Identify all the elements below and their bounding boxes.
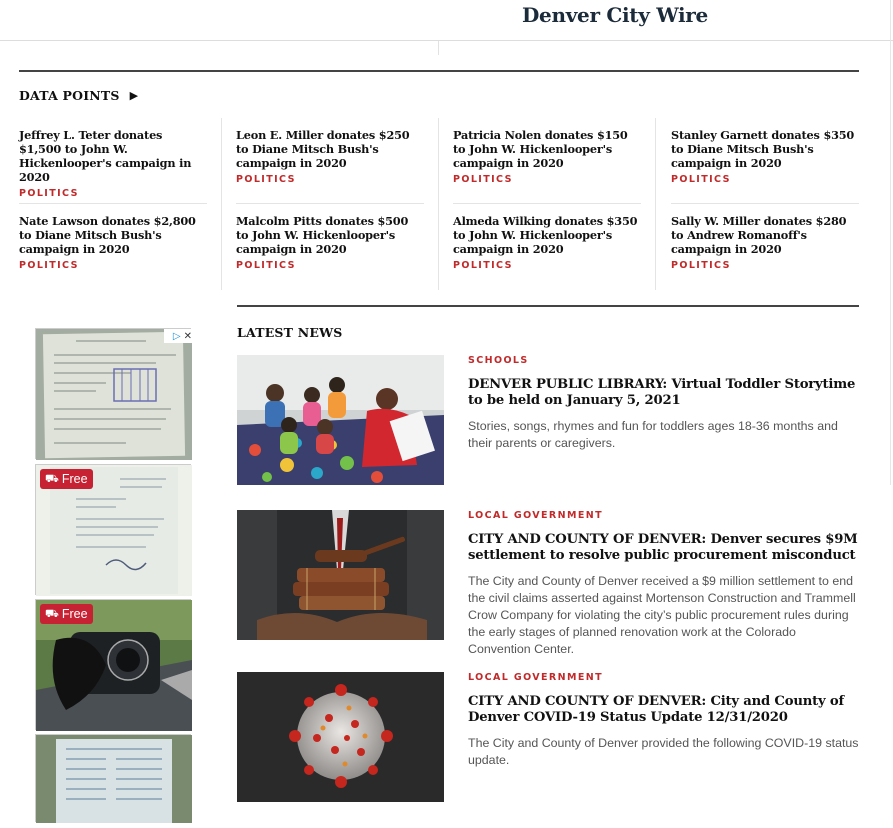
data-point-headline[interactable]: Patricia Nolen donates $150 to John W. Hickenlooper's campaign in 2020 bbox=[453, 128, 628, 170]
data-point-item[interactable] bbox=[453, 214, 641, 271]
category-label[interactable]: POLITICS bbox=[19, 188, 79, 199]
ad-unit[interactable] bbox=[35, 328, 191, 822]
ad-product-image[interactable] bbox=[35, 599, 191, 730]
loan-document-image bbox=[36, 329, 192, 460]
data-point-headline[interactable]: Nate Lawson donates $2,800 to Diane Mitsch Bush's campaign in 2020 bbox=[19, 214, 196, 256]
adchoices-button[interactable] bbox=[164, 329, 192, 343]
ad-product-image[interactable] bbox=[35, 464, 191, 595]
storytime-photo bbox=[237, 355, 444, 485]
masthead-divider bbox=[438, 41, 439, 55]
column-divider bbox=[221, 118, 222, 290]
story-summary: Stories, songs, rhymes and fun for toddlers ages 18-36 months and their parents or caregivers. bbox=[468, 419, 838, 450]
data-points-rule bbox=[19, 70, 859, 72]
latest-news-heading[interactable]: LATEST NEWS bbox=[237, 325, 343, 340]
free-shipping-badge bbox=[40, 469, 93, 489]
category-label[interactable]: POLITICS bbox=[19, 260, 79, 271]
badge-label: Free bbox=[61, 472, 88, 486]
data-points-grid bbox=[19, 118, 859, 290]
news-story bbox=[237, 510, 859, 660]
adchoices-icon: ▷ bbox=[172, 330, 181, 342]
masthead bbox=[0, 0, 893, 41]
data-point-item[interactable] bbox=[236, 128, 424, 185]
data-point-headline[interactable]: Almeda Wilking donates $350 to John W. Hickenlooper's campaign in 2020 bbox=[453, 214, 638, 256]
category-label[interactable]: POLITICS bbox=[453, 260, 513, 271]
story-category[interactable]: LOCAL GOVERNMENT bbox=[468, 672, 603, 683]
row-divider bbox=[453, 203, 641, 204]
data-points-column bbox=[19, 118, 209, 290]
column-divider bbox=[655, 118, 656, 290]
gavel-books-photo bbox=[237, 510, 444, 640]
coronavirus-illustration bbox=[237, 672, 444, 802]
data-point-headline[interactable]: Stanley Garnett donates $350 to Diane Mitsch Bush's campaign in 2020 bbox=[671, 128, 855, 170]
license-card-image bbox=[36, 735, 192, 823]
category-label[interactable]: POLITICS bbox=[671, 260, 731, 271]
story-title[interactable]: CITY AND COUNTY OF DENVER: Denver secures $9M settlement to resolve public procurement misconduct bbox=[468, 532, 858, 563]
story-thumbnail[interactable] bbox=[237, 672, 444, 802]
free-shipping-badge bbox=[40, 604, 93, 624]
site-title[interactable]: Denver City Wire bbox=[522, 3, 708, 27]
data-points-heading[interactable] bbox=[19, 88, 138, 103]
play-arrow-icon: ▶ bbox=[129, 89, 139, 102]
story-category[interactable]: SCHOOLS bbox=[468, 355, 529, 366]
data-point-headline[interactable]: Sally W. Miller donates $280 to Andrew Romanoff's campaign in 2020 bbox=[671, 214, 847, 256]
news-story bbox=[237, 672, 859, 802]
column-divider bbox=[438, 118, 439, 290]
story-category[interactable]: LOCAL GOVERNMENT bbox=[468, 510, 603, 521]
data-points-title: DATA POINTS bbox=[19, 88, 120, 103]
data-points-column bbox=[236, 118, 426, 290]
story-body bbox=[468, 355, 859, 452]
data-point-item[interactable] bbox=[671, 128, 859, 185]
badge-label: Free bbox=[61, 607, 88, 621]
data-point-item[interactable] bbox=[671, 214, 859, 271]
row-divider bbox=[19, 203, 207, 204]
story-summary: The City and County of Denver received a $9 million settlement to end the civil claims asserted against Mortenson Construction and Trammell Crow Company for violating the city’s public procurement rules during the early stages of planned renovation work at the Colorado Convention Center. bbox=[468, 574, 856, 656]
data-point-item[interactable] bbox=[19, 214, 207, 271]
category-label[interactable]: POLITICS bbox=[236, 174, 296, 185]
story-body bbox=[468, 672, 859, 769]
latest-news-rule bbox=[237, 305, 859, 307]
ad-product-image[interactable] bbox=[35, 734, 191, 822]
close-icon[interactable]: ✕ bbox=[183, 330, 192, 342]
story-title[interactable]: DENVER PUBLIC LIBRARY: Virtual Toddler Storytime to be held on January 5, 2021 bbox=[468, 377, 856, 408]
data-points-column bbox=[453, 118, 643, 290]
row-divider bbox=[671, 203, 859, 204]
data-point-item[interactable] bbox=[236, 214, 424, 271]
data-point-headline[interactable]: Leon E. Miller donates $250 to Diane Mitsch Bush's campaign in 2020 bbox=[236, 128, 410, 170]
news-story bbox=[237, 355, 859, 485]
story-thumbnail[interactable] bbox=[237, 510, 444, 640]
data-point-headline[interactable]: Malcolm Pitts donates $500 to John W. Hickenlooper's campaign in 2020 bbox=[236, 214, 409, 256]
truck-icon: ⛟ bbox=[45, 606, 59, 620]
ad-product-image[interactable] bbox=[35, 328, 191, 459]
category-label[interactable]: POLITICS bbox=[236, 260, 296, 271]
story-body bbox=[468, 510, 859, 658]
story-title[interactable]: CITY AND COUNTY OF DENVER: City and County of Denver COVID-19 Status Update 12/31/2020 bbox=[468, 694, 844, 725]
data-point-item[interactable] bbox=[453, 128, 641, 185]
category-label[interactable]: POLITICS bbox=[671, 174, 731, 185]
data-points-column bbox=[671, 118, 861, 290]
story-thumbnail[interactable] bbox=[237, 355, 444, 485]
row-divider bbox=[236, 203, 424, 204]
category-label[interactable]: POLITICS bbox=[453, 174, 513, 185]
data-point-headline[interactable]: Jeffrey L. Teter donates $1,500 to John W. Hickenlooper's campaign in 2020 bbox=[19, 128, 192, 184]
data-point-item[interactable] bbox=[19, 128, 207, 199]
story-summary: The City and County of Denver provided the following COVID-19 status update. bbox=[468, 736, 859, 767]
truck-icon: ⛟ bbox=[45, 471, 59, 485]
